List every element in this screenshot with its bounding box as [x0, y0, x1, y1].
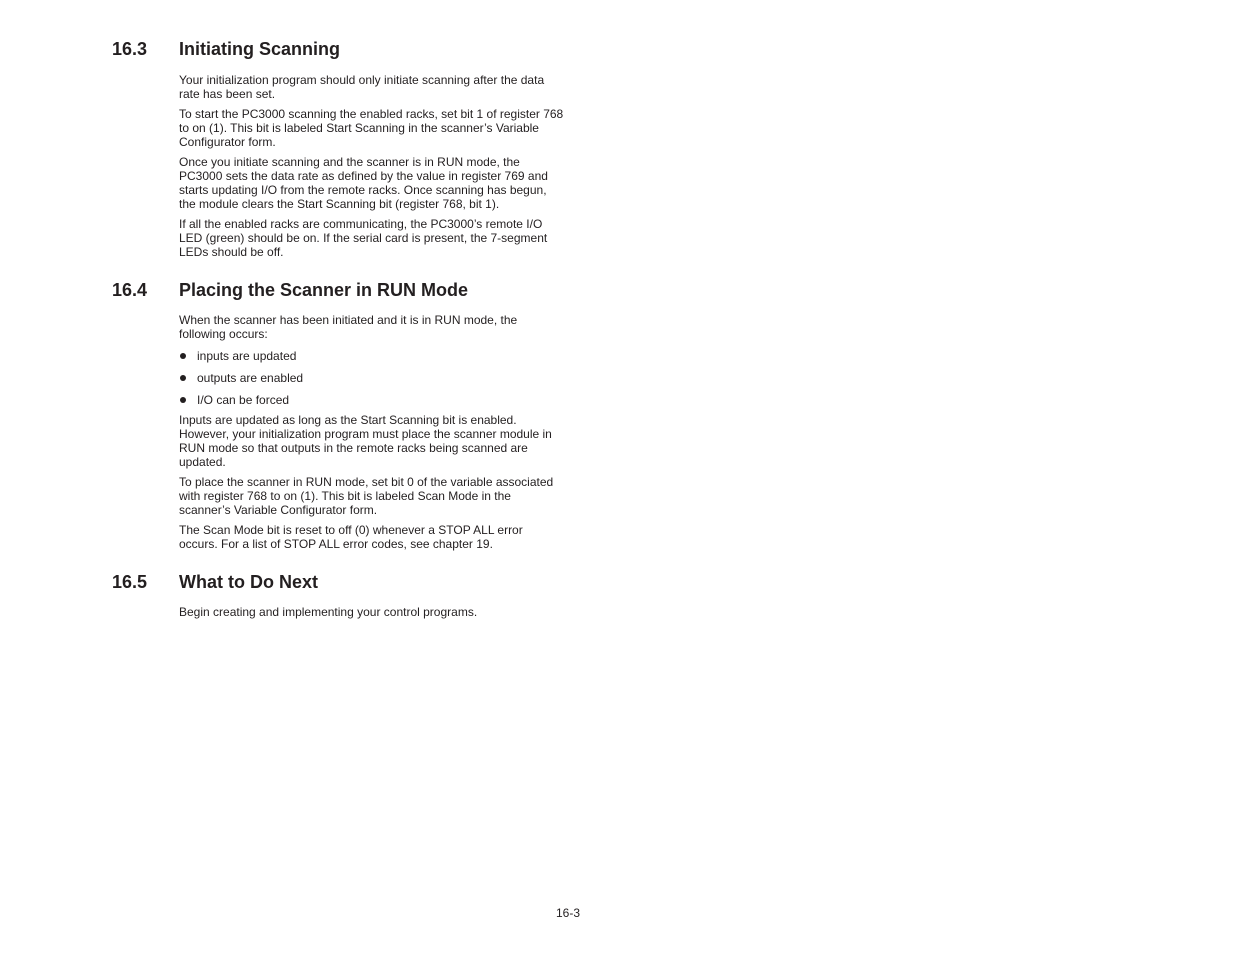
section-number: 16.3 — [112, 39, 148, 59]
bullet-icon — [180, 397, 186, 403]
paragraph: Your initialization program should only initiate scanning after the data rate has been set. — [179, 73, 545, 101]
list-item — [179, 371, 564, 385]
section-number: 16.4 — [112, 280, 148, 300]
list-item — [179, 393, 564, 407]
paragraph: Inputs are updated as long as the Start Scanning bit is enabled. However, your initialization program must place the scanner module in RUN mode so that outputs in the remote racks being scanned are updated. — [179, 413, 552, 469]
bullet-list — [179, 349, 564, 407]
section-number: 16.5 — [112, 572, 148, 592]
section-title: Initiating Scanning — [179, 39, 340, 59]
paragraph: Once you initiate scanning and the scanner is in RUN mode, the PC3000 sets the data rate as defined by the value in register 769 and starts updating I/O from the remote racks. Once scanning has begun, the module clears the Start Scanning bit (register 768, bit 1). — [179, 155, 548, 211]
list-item-text: inputs are updated — [197, 349, 297, 363]
section-heading — [112, 279, 572, 301]
section-initiating-scanning — [112, 38, 572, 265]
section-body — [179, 605, 564, 619]
list-item — [179, 349, 564, 363]
bullet-icon — [180, 375, 186, 381]
paragraph: The Scan Mode bit is reset to off (0) whenever a STOP ALL error occurs. For a list of STOP ALL error codes, see chapter 19. — [179, 523, 523, 551]
paragraph: Begin creating and implementing your control programs. — [179, 605, 478, 619]
list-item-text: I/O can be forced — [197, 393, 290, 407]
section-title: Placing the Scanner in RUN Mode — [179, 280, 469, 300]
bullet-icon — [180, 353, 186, 359]
list-item-text: outputs are enabled — [197, 371, 304, 385]
section-title: What to Do Next — [179, 572, 318, 592]
paragraph: When the scanner has been initiated and it is in RUN mode, the following occurs: — [179, 313, 518, 341]
paragraph: To place the scanner in RUN mode, set bit 0 of the variable associated with register 768 to on (1). This bit is labeled Scan Mode in the scanner’s Variable Configurator form. — [179, 475, 554, 517]
paragraph: If all the enabled racks are communicating, the PC3000’s remote I/O LED (green) should be on. If the serial card is present, the 7-segment LEDs should be off. — [179, 217, 548, 259]
section-body — [179, 313, 564, 551]
paragraph: To start the PC3000 scanning the enabled racks, set bit 1 of register 768 to on (1). This bit is labeled Start Scanning in the scanner’s Variable Configurator form. — [179, 107, 564, 149]
page-number: 16-3 — [556, 906, 581, 920]
section-placing-scanner-run-mode — [112, 279, 572, 557]
section-heading — [112, 38, 572, 60]
section-what-to-do-next — [112, 571, 572, 625]
section-heading — [112, 571, 572, 593]
section-body — [179, 73, 564, 259]
